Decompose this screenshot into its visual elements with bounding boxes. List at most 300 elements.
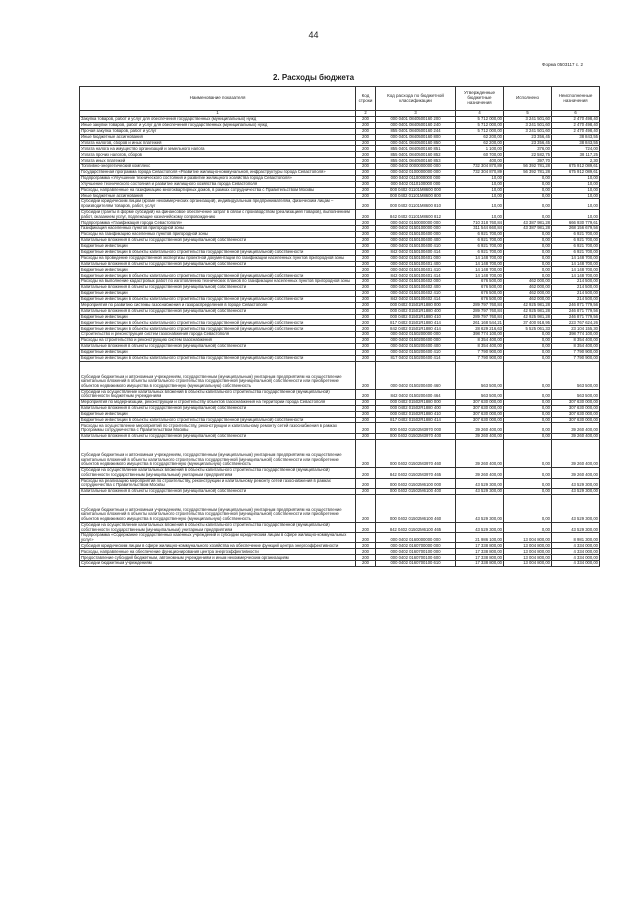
table-row [80,478,600,488]
cell-classification-code: 842 0402 01502М6100 465 [376,522,456,533]
table-row [80,467,600,478]
cell-name: Субсидии бюджетным и автономным учреждениям, государственным (муниципальным) унитарным предприятиям на осуществление капитальных вложений в объекты капитального строительства государственной (муниципальной) собственности или приобретение объектов недвижимого имущества в государственную (муниципальную) собственность [80,494,356,522]
cell-classification-code: 000 0401 0840500160 200 [376,117,456,123]
cell-line-code: 200 [356,226,376,232]
table-row [80,209,600,220]
cell-unexecuted: 2,30 [552,158,600,164]
cell-classification-code: 000 0402 0150100401 410 [376,267,456,273]
cell-line-code: 200 [356,494,376,522]
cell-approved: 62 200,00 [456,140,504,146]
cell-approved: 39 260 400,00 [456,423,504,434]
cell-approved: 7 790 900,00 [456,355,504,361]
cell-approved: 7 790 900,00 [456,349,504,355]
cell-line-code: 200 [356,122,376,128]
cell-unexecuted: 39 260 400,00 [552,434,600,440]
cell-classification-code: 000 0402 0150200400 410 [376,349,456,355]
cell-line-code: 200 [356,561,376,567]
cell-classification-code: 817 0402 0150200400 414 [376,355,456,361]
cell-name: Расходы на выполнение кадастровых работ по изготовлению технических планов по газификации населенных пунктов пригородной зоны [80,279,356,285]
cell-classification-code: 842 0402 0150100401 414 [376,273,456,279]
cell-line-code: 200 [356,488,376,494]
cell-line-code: 200 [356,522,376,533]
cell-classification-code: 000 0402 0150200400 460 [376,361,456,389]
column-number: 5 [504,111,552,117]
cell-line-code: 200 [356,326,376,332]
cell-approved: 307 630 000,00 [456,411,504,417]
cell-unexecuted: 563 500,00 [552,361,600,389]
cell-unexecuted: 10,00 [552,181,600,187]
cell-executed: 462 000,00 [504,285,552,291]
cell-unexecuted: 307 630 000,00 [552,411,600,417]
cell-unexecuted: 2 470 498,40 [552,117,600,123]
cell-executed: 37 400 918,95 [504,320,552,326]
cell-name: Бюджетные инвестиции в объекты капитального строительства государственной (муниципальной) собственности [80,273,356,279]
cell-classification-code: 000 0402 01502М6100 400 [376,488,456,494]
cell-line-code: 200 [356,273,376,279]
cell-approved: 710 318 760,84 [456,220,504,226]
cell-line-code: 200 [356,343,376,349]
cell-approved: 10,00 [456,193,504,199]
cell-approved: 676 500,00 [456,285,504,291]
cell-unexecuted: 7 790 900,00 [552,355,600,361]
cell-line-code: 200 [356,237,376,243]
cell-line-code: 200 [356,290,376,296]
cell-name: Бюджетные инвестиции [80,411,356,417]
cell-classification-code: 000 0402 0160700100 610 [376,561,456,567]
cell-unexecuted: 307 630 000,00 [552,417,600,423]
cell-name: Расходы, направленные на обеспечение функционирования центра энергоэффективности [80,549,356,555]
cell-executed: 0,00 [504,399,552,405]
cell-line-code: 200 [356,199,376,209]
cell-name: Субсидии бюджетным и автономным учреждениям, государственным (муниципальным) унитарным предприятиям на осуществление капитальных вложений в объекты капитального строительства государственной (муниципальной) собственности или приобретение объектов недвижимого имущества в государственную (муниципальную) собственность [80,439,356,467]
cell-name: Субсидии бюджетным учреждениям [80,561,356,567]
cell-executed: 13 004 800,00 [504,555,552,561]
column-number: 2 [356,111,376,117]
cell-approved: 43 529 300,00 [456,522,504,533]
cell-unexecuted: 214 500,00 [552,279,600,285]
cell-approved: 289 797 760,84 [456,308,504,314]
cell-unexecuted: 7 790 900,00 [552,349,600,355]
cell-executed: 42 925 981,28 [504,314,552,320]
cell-name: Бюджетные инвестиции в объекты капитального строительства государственной (муниципальной) собственности [80,296,356,302]
cell-line-code: 200 [356,255,376,261]
header-name: Наименование показателя [80,87,356,111]
cell-unexecuted: 8 354 400,00 [552,343,600,349]
cell-classification-code: 000 0402 0160700100 000 [376,549,456,555]
cell-name: Расходы на газификацию населенных пунктов пригородной зоны [80,232,356,238]
cell-line-code: 200 [356,467,376,478]
cell-executed: 0,00 [504,439,552,467]
cell-name: Бюджетные инвестиции [80,349,356,355]
cell-classification-code: 842 0402 01501R1880 414 [376,326,456,332]
cell-classification-code: 000 0402 01101М8600 800 [376,193,456,199]
cell-unexecuted: 14 148 700,00 [552,261,600,267]
cell-approved: 14 148 700,00 [456,255,504,261]
cell-classification-code: 817 0402 01502R1880 414 [376,417,456,423]
cell-approved: 289 797 760,84 [456,302,504,308]
cell-classification-code: 000 0402 01101М8600 000 [376,187,456,193]
cell-line-code: 200 [356,434,376,440]
cell-classification-code: 000 0401 0840500160 240 [376,122,456,128]
cell-classification-code: 000 0402 0100000000 000 [376,170,456,176]
cell-unexecuted: 39 260 400,00 [552,423,600,434]
cell-approved: 10,00 [456,187,504,193]
page-number: 44 [308,30,319,40]
cell-classification-code: 000 0402 01502R1880 000 [376,399,456,405]
cell-classification-code: 000 0401 0840500160 800 [376,134,456,140]
cell-unexecuted: 4 334 000,00 [552,555,600,561]
cell-executed: 0,00 [504,193,552,199]
table-row [80,494,600,522]
cell-line-code: 200 [356,164,376,170]
cell-executed: 376,00 [504,146,552,152]
cell-approved: 289 797 760,84 [456,314,504,320]
cell-name: Иные закупки товаров, работ и услуг для обеспечения государственных (муниципальных) нужд [80,122,356,128]
cell-approved: 10,00 [456,175,504,181]
cell-executed: 3 241 501,60 [504,117,552,123]
cell-line-code: 200 [356,170,376,176]
cell-unexecuted: 38 117,25 [552,152,600,158]
header-classification-code: Код расхода по бюджетной классификации [376,87,456,111]
cell-line-code: 200 [356,117,376,123]
cell-name: Бюджетные инвестиции [80,267,356,273]
cell-line-code: 200 [356,389,376,399]
table-row [80,533,600,543]
form-code: Форма 0503117 с. 2 [542,62,583,67]
cell-executed: 0,00 [504,478,552,488]
cell-executed: 0,00 [504,261,552,267]
cell-approved: 14 148 700,00 [456,261,504,267]
cell-line-code: 200 [356,320,376,326]
cell-name: Капитальные вложения в объекты государственной (муниципальной) собственности [80,261,356,267]
cell-line-code: 200 [356,338,376,344]
cell-classification-code: 000 0402 0150100400 400 [376,237,456,243]
cell-name: Уплата прочих налогов, сборов [80,152,356,158]
cell-unexecuted: 43 529 300,00 [552,522,600,533]
cell-name: Капитальные вложения в объекты государственной (муниципальной) собственности [80,285,356,291]
cell-executed: 13 004 800,00 [504,561,552,567]
cell-classification-code: 000 0402 01101М8600 810 [376,199,456,209]
cell-unexecuted: 214 500,00 [552,290,600,296]
cell-classification-code: 000 0402 01501R1880 400 [376,308,456,314]
cell-classification-code: 000 0402 01502R1880 410 [376,411,456,417]
cell-unexecuted: 6 921 700,00 [552,232,600,238]
cell-classification-code: 000 0402 0150200400 000 [376,338,456,344]
cell-classification-code: 000 0401 0840500160 850 [376,140,456,146]
cell-executed: 0,00 [504,175,552,181]
cell-name: Расходы на реализацию мероприятий по строительству, реконструкции и капитальному ремонту сетей газоснабжения в рамках сотрудничества с Правительством Москвы [80,478,356,488]
cell-unexecuted: 675 912 089,61 [552,170,600,176]
cell-name: Субсидия юридическим лицам в сфере жилищно-коммунального хозяйства на обеспечение функций центра энергоэффективности [80,543,356,549]
cell-classification-code: 855 0401 0840500160 852 [376,152,456,158]
cell-executed: 0,00 [504,389,552,399]
header-unexecuted: Неисполненные назначения [552,87,600,111]
cell-unexecuted: 4 334 000,00 [552,561,600,567]
cell-executed: 0,00 [504,332,552,338]
cell-unexecuted: 6 921 700,00 [552,237,600,243]
cell-line-code: 200 [356,349,376,355]
cell-executed: 462 000,00 [504,290,552,296]
cell-name: Газификация населенных пунктов пригородной зоны [80,226,356,232]
cell-unexecuted: 10,00 [552,193,600,199]
cell-name: Подпрограмма «Газификация города Севастополя» [80,220,356,226]
cell-executed: 0,00 [504,273,552,279]
cell-classification-code: 842 0402 0150100402 414 [376,296,456,302]
cell-name: Бюджетные инвестиции [80,290,356,296]
cell-approved: 14 148 700,00 [456,273,504,279]
cell-line-code: 200 [356,285,376,291]
cell-line-code: 200 [356,399,376,405]
cell-line-code: 200 [356,543,376,549]
cell-executed: 23 356,45 [504,134,552,140]
cell-classification-code: 817 0402 01501R1880 414 [376,320,456,326]
cell-line-code: 200 [356,181,376,187]
cell-approved: 6 921 700,00 [456,237,504,243]
cell-executed: 5 525 061,33 [504,326,552,332]
cell-unexecuted: 10,00 [552,199,600,209]
cell-unexecuted: 39 260 400,00 [552,467,600,478]
cell-executed: 0,00 [504,209,552,220]
cell-unexecuted: 214 500,00 [552,296,600,302]
cell-approved: 676 500,00 [456,290,504,296]
cell-executed: 22 582,75 [504,152,552,158]
cell-approved: 6 921 700,00 [456,232,504,238]
cell-line-code: 200 [356,533,376,543]
cell-approved: 60 700,00 [456,152,504,158]
cell-unexecuted: 2 470 498,40 [552,122,600,128]
cell-unexecuted: 675 912 089,61 [552,164,600,170]
cell-approved: 1 100,00 [456,146,504,152]
cell-approved: 676 500,00 [456,296,504,302]
cell-executed: 0,00 [504,338,552,344]
cell-name: Бюджетные инвестиции в объекты капитального строительства государственной (муниципальной) собственности [80,326,356,332]
cell-approved: 307 630 000,00 [456,399,504,405]
cell-classification-code: 000 0402 01502М3970 400 [376,434,456,440]
cell-name: Капитальные вложения в объекты государственной (муниципальной) собственности [80,308,356,314]
cell-executed: 0,00 [504,267,552,273]
cell-name: Расходы на осуществление мероприятий по строительству, реконструкции и капитальному ремонту сетей газоснабжения в рамках Программы сотрудничества с Правительством Москвы [80,423,356,434]
cell-executed: 13 004 800,00 [504,533,552,543]
cell-classification-code: 000 0402 0110000000 000 [376,175,456,181]
cell-name: Иные бюджетные ассигнования [80,134,356,140]
cell-approved: 43 529 300,00 [456,494,504,522]
header-executed: Исполнено [504,87,552,111]
cell-line-code: 200 [356,134,376,140]
cell-approved: 43 529 300,00 [456,488,504,494]
cell-classification-code: 000 0402 0150100402 000 [376,279,456,285]
cell-unexecuted: 563 500,00 [552,389,600,399]
cell-approved: 732 304 870,89 [456,164,504,170]
cell-executed: 0,00 [504,243,552,249]
table-row [80,522,600,533]
cell-classification-code: 000 0402 0150100400 410 [376,243,456,249]
cell-name: Подпрограмма «Улучшение технического состояния и развитие жилищного хозяйства города Севастополя» [80,175,356,181]
cell-classification-code: 000 0402 0150100401 000 [376,255,456,261]
cell-line-code: 200 [356,549,376,555]
cell-executed: 0,00 [504,405,552,411]
cell-name: Уплата иных платежей [80,158,356,164]
cell-executed: 56 392 781,28 [504,170,552,176]
cell-executed: 23 356,45 [504,140,552,146]
cell-unexecuted: 14 148 700,00 [552,267,600,273]
cell-line-code: 200 [356,478,376,488]
cell-approved: 5 712 000,00 [456,128,504,134]
cell-executed: 3 241 501,60 [504,128,552,134]
cell-classification-code: 000 0402 01501R1880 000 [376,302,456,308]
table-row [80,423,600,434]
cell-unexecuted: 666 930 779,61 [552,220,600,226]
cell-name: Мероприятия по модернизации, реконструкции и строительству объектов газоснабжения на территории города Севастополя [80,399,356,405]
cell-unexecuted: 223 767 624,26 [552,320,600,326]
cell-line-code: 200 [356,187,376,193]
cell-approved: 563 500,00 [456,361,504,389]
cell-approved: 400,00 [456,158,504,164]
budget-expenses-table-wrapper [79,86,599,567]
cell-name: Субсидии на осуществление капитальных вложений в объекты капитального строительства государственной (муниципальной) собственности государственным (муниципальным) унитарным предприятиям [80,467,356,478]
cell-approved: 563 500,00 [456,389,504,399]
cell-executed: 3 241 501,60 [504,122,552,128]
cell-approved: 5 712 000,00 [456,117,504,123]
cell-classification-code: 855 0401 0840500160 244 [376,128,456,134]
cell-classification-code: 842 0402 01101М8600 812 [376,209,456,220]
header-line-code: Код строки [356,87,376,111]
cell-classification-code: 000 0402 0000000000 000 [376,164,456,170]
cell-unexecuted: 398 774 100,00 [552,332,600,338]
cell-unexecuted: 246 871 779,56 [552,314,600,320]
cell-name: Капитальные вложения в объекты государственной (муниципальной) собственности [80,488,356,494]
column-number: 4 [456,111,504,117]
cell-executed: 0,00 [504,423,552,434]
cell-unexecuted: 38 843,55 [552,134,600,140]
table-row [80,199,600,209]
cell-approved: 261 168 544,21 [456,320,504,326]
cell-name: Расходы на проведение государственной экспертизы проектной документации по газификации населенных пунктов пригородной зоны [80,255,356,261]
cell-approved: 6 921 700,00 [456,249,504,255]
cell-approved: 17 338 800,00 [456,555,504,561]
cell-unexecuted: 23 104 155,30 [552,326,600,332]
cell-unexecuted: 39 260 400,00 [552,439,600,467]
cell-name: Подпрограмма «Содержание государственных казенных учреждений и субсидии юридическим лицам в сфере жилищно-коммунальных услуг» [80,533,356,543]
cell-unexecuted: 43 529 300,00 [552,478,600,488]
cell-name: Капитальные вложения в объекты государственной (муниципальной) собственности [80,237,356,243]
cell-name: Субсидии бюджетным и автономным учреждениям, государственным (муниципальным) унитарным предприятиям на осуществление капитальных вложений в объекты капитального строительства государственной (муниципальной) собственности или приобретение объектов недвижимого имущества в государственную (муниципальную) собственность [80,361,356,389]
cell-line-code: 200 [356,220,376,226]
cell-unexecuted: 43 529 300,00 [552,494,600,522]
cell-classification-code: 000 0402 01501R1880 410 [376,314,456,320]
cell-name: Капитальные вложения в объекты государственной (муниципальной) собственности [80,343,356,349]
cell-executed: 0,00 [504,199,552,209]
cell-executed: 0,00 [504,417,552,423]
cell-executed: 462 000,00 [504,279,552,285]
cell-classification-code: 000 0402 0150100401 400 [376,261,456,267]
cell-approved: 10,00 [456,181,504,187]
table-row [80,361,600,389]
cell-line-code: 200 [356,193,376,199]
cell-name: Бюджетные инвестиции в объекты капитального строительства государственной (муниципальной) собственности [80,249,356,255]
cell-executed: 42 925 981,28 [504,302,552,308]
cell-name: Субсидии юридическим лицам (кроме некоммерческих организаций), индивидуальным предпринимателям, физическим лицам – производителям товаров, работ, услуг [80,199,356,209]
cell-classification-code: 000 0402 0160000000 000 [376,533,456,543]
cell-executed: 0,00 [504,237,552,243]
cell-unexecuted: 43 529 300,00 [552,488,600,494]
cell-executed: 43 387 981,28 [504,220,552,226]
cell-unexecuted: 14 148 700,00 [552,255,600,261]
cell-approved: 398 774 100,00 [456,332,504,338]
cell-approved: 10,00 [456,209,504,220]
cell-approved: 8 354 400,00 [456,343,504,349]
cell-unexecuted: 10,00 [552,175,600,181]
cell-line-code: 200 [356,152,376,158]
cell-line-code: 200 [356,308,376,314]
cell-classification-code: 000 0402 0160700100 600 [376,555,456,561]
cell-classification-code: 000 0402 0150100402 400 [376,285,456,291]
cell-name: Прочая закупка товаров, работ и услуг [80,128,356,134]
cell-executed: 397,70 [504,158,552,164]
cell-unexecuted: 246 871 779,56 [552,302,600,308]
cell-name: Уплата налога на имущество организаций и земельного налога [80,146,356,152]
cell-executed: 0,00 [504,187,552,193]
cell-classification-code: 842 0402 0150200400 464 [376,389,456,399]
cell-line-code: 200 [356,279,376,285]
cell-unexecuted: 4 334 000,00 [552,543,600,549]
cell-line-code: 200 [356,243,376,249]
cell-line-code: 200 [356,411,376,417]
cell-line-code: 200 [356,261,376,267]
cell-approved: 17 338 800,00 [456,543,504,549]
cell-line-code: 200 [356,158,376,164]
cell-executed: 0,00 [504,249,552,255]
cell-name: Строительство и реконструкция систем газоснабжения города Севастополя [80,332,356,338]
cell-classification-code: 000 0402 0150100402 410 [376,290,456,296]
cell-line-code: 200 [356,423,376,434]
cell-approved: 676 500,00 [456,279,504,285]
cell-unexecuted: 4 334 000,00 [552,549,600,555]
cell-approved: 21 986 100,00 [456,533,504,543]
cell-line-code: 200 [356,417,376,423]
cell-executed: 42 925 981,28 [504,308,552,314]
cell-approved: 307 630 000,00 [456,417,504,423]
cell-classification-code: 000 0402 0150100000 000 [376,226,456,232]
cell-classification-code: 000 0402 01502М3970 000 [376,423,456,434]
cell-name: Субсидии на осуществление капитальных вложений в объекты капитального строительства государственной (муниципальной) собственности бюджетным учреждениям [80,389,356,399]
cell-approved: 307 630 000,00 [456,405,504,411]
cell-unexecuted: 14 148 700,00 [552,273,600,279]
cell-name: Государственная программа города Севастополя «Развитие жилищно-коммунальной, инфраструктуры города Севастополя» [80,170,356,176]
cell-unexecuted: 268 156 679,56 [552,226,600,232]
column-number: 1 [80,111,356,117]
cell-executed: 0,00 [504,355,552,361]
cell-line-code: 200 [356,302,376,308]
cell-executed: 0,00 [504,343,552,349]
cell-name: Иные бюджетные ассигнования [80,193,356,199]
cell-line-code: 200 [356,439,376,467]
cell-classification-code: 000 0402 0150100400 000 [376,232,456,238]
cell-name: Улучшение технического состояния и развитие жилищного хозяйства города Севастополя [80,181,356,187]
cell-executed: 462 000,00 [504,296,552,302]
cell-approved: 17 338 800,00 [456,549,504,555]
cell-name: Уплата налогов, сборов и иных платежей [80,140,356,146]
cell-executed: 0,00 [504,181,552,187]
cell-name: Закупка товаров, работ и услуг для обеспечения государственных (муниципальных) нужд [80,117,356,123]
cell-classification-code: 842 0402 01502М3970 465 [376,467,456,478]
cell-name: Мероприятия по развитию системы газоснабжения и газораспределения в городе Севастополе [80,302,356,308]
table-row [80,439,600,467]
cell-classification-code: 000 0402 0150200400 400 [376,343,456,349]
cell-classification-code: 000 0402 0110100000 000 [376,181,456,187]
cell-executed: 56 392 781,28 [504,164,552,170]
cell-name: Предоставление субсидий бюджетным, автономным учреждениям и иным некоммерческим организациям [80,555,356,561]
cell-name: Субсидии (гранты в форме субсидий) на финансовое обеспечение затрат в связи с производством (реализацией товаров), выполнением работ, оказанием услуг, подлежащие казначейскому сопровождению [80,209,356,220]
